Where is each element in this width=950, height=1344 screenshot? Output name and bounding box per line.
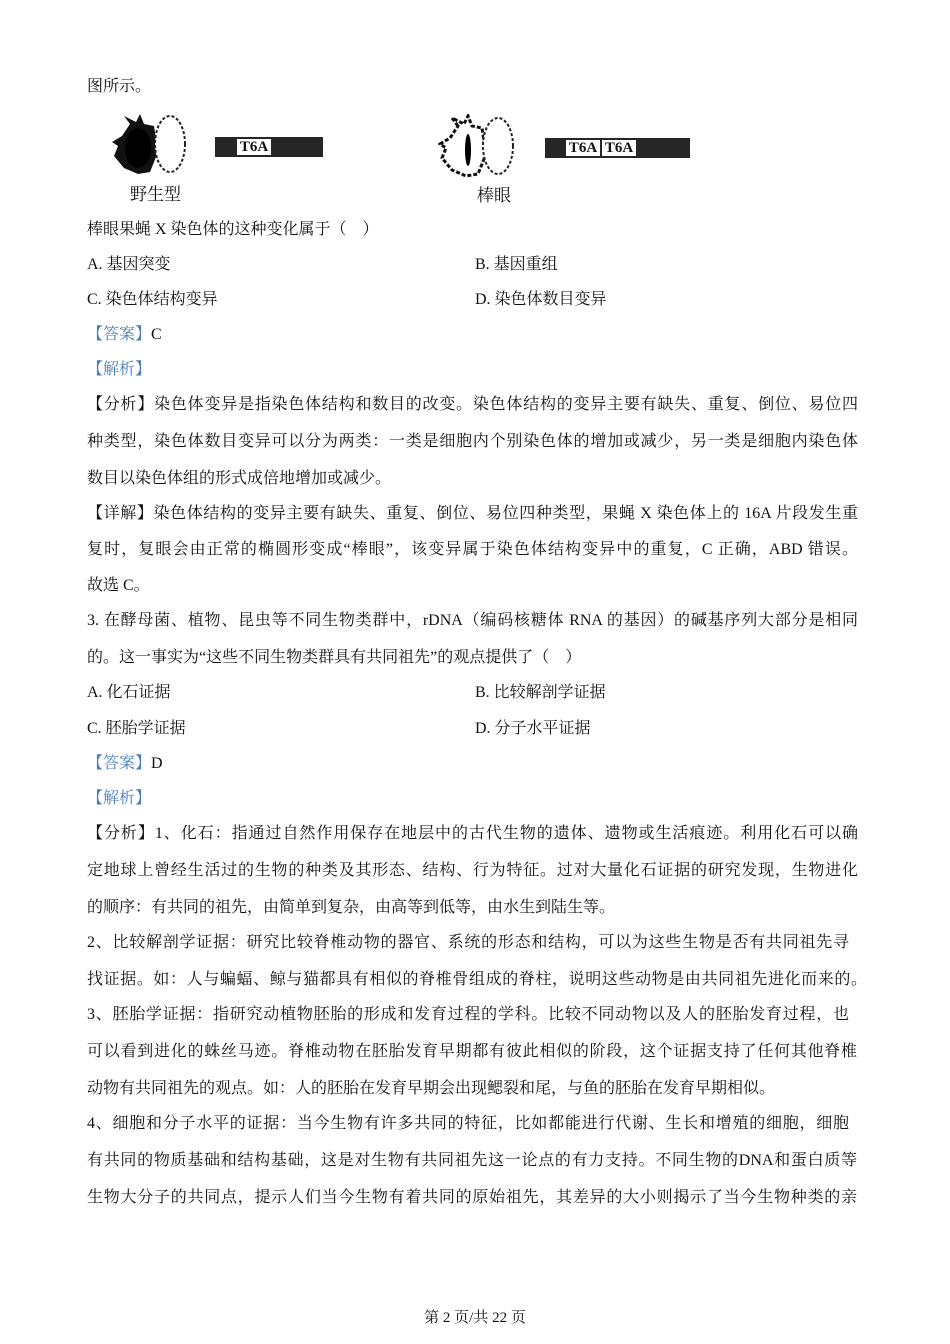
answer-line xyxy=(87,754,163,774)
explanation-line: 可以看到进化的蛛丝马迹。脊椎动物在胚胎发育早期都有彼此相似的阶段，这个证据支持了任何其他脊椎 xyxy=(87,1043,857,1060)
page-footer: 第 2 页/共 22 页 xyxy=(424,1310,526,1326)
explanation-line: 的顺序：有共同的祖先，由简单到复杂，由高等到低等，由水生到陆生等。 xyxy=(87,899,616,916)
explanation-line: 动物有共同祖先的观点。如：人的胚胎在发育早期会出现鳃裂和尾，与鱼的胚胎在发育早期相似。 xyxy=(87,1080,776,1097)
option-d: D. 分子水平证据 xyxy=(475,720,591,737)
explanation-line: 有共同的物质基础和结构基础，这是对生物有共同祖先这一论点的有力支持。不同生物的DNA和蛋白质等 xyxy=(87,1152,857,1169)
explanation-line: 种类型，染色体数目变异可以分为两类：一类是细胞内个别染色体的增加或减少，另一类是细胞内染色体 xyxy=(87,433,858,450)
wild-type-label: 野生型 xyxy=(130,185,181,205)
option-c: C. 胚胎学证据 xyxy=(87,720,186,737)
question-3-stem: 的。这一事实为“这些不同生物类群具有共同祖先”的观点提供了（ ） xyxy=(87,649,582,666)
option-a: A. 基因突变 xyxy=(87,256,171,273)
option-b: B. 比较解剖学证据 xyxy=(475,684,606,701)
answer-tag: 【答案】 xyxy=(87,326,152,343)
explanation-line: 复时，复眼会由正常的椭圆形变成“棒眼”，该变异属于染色体结构变异中的重复，C 正确，ABD 错误。 xyxy=(87,541,858,558)
option-a: A. 化石证据 xyxy=(87,684,171,701)
question-3-stem: 3. 在酵母菌、植物、昆虫等不同生物类群中，rDNA（编码核糖体 RNA 的基因）的碱基序列大部分是相同 xyxy=(87,612,858,629)
intro-text: 图所示。 xyxy=(87,78,152,95)
bar-eye-image xyxy=(438,114,520,180)
option-c: C. 染色体结构变异 xyxy=(87,291,218,308)
answer-line xyxy=(87,325,162,345)
option-d: D. 染色体数目变异 xyxy=(475,291,607,308)
bar-eye-label: 棒眼 xyxy=(477,186,511,206)
explanation-line: 3、胚胎学证据：指研究动植物胚胎的形成和发育过程的学科。比较不同动物以及人的胚胎发育过程，也 xyxy=(87,1006,849,1023)
option-b: B. 基因重组 xyxy=(475,256,558,273)
explanation-line: 生物大分子的共同点，提示人们当今生物有着共同的原始祖先，其差异的大小则揭示了当今生物种类的亲 xyxy=(87,1189,857,1206)
question-2-stem: 棒眼果蝇 X 染色体的这种变化属于（ ） xyxy=(87,221,379,238)
explanation-line: 故选 C。 xyxy=(87,577,150,594)
explanation-line: 【分析】染色体变异是指染色体结构和数目的改变。染色体结构的变异主要有缺失、重复、倒位、易位四 xyxy=(87,396,858,413)
answer-value: D xyxy=(151,755,163,772)
explanation-line: 4、细胞和分子水平的证据：当今生物有许多共同的特征，比如都能进行代谢、生长和增殖的细胞，细胞 xyxy=(87,1115,849,1132)
explanation-line: 【分析】1、化石：指通过自然作用保存在地层中的古代生物的遗体、遗物或生活痕迹。利用化石可以确 xyxy=(87,825,858,842)
segment-label: T6A xyxy=(566,140,600,156)
analysis-tag: 【解析】 xyxy=(87,361,152,378)
answer-value: C xyxy=(151,326,162,343)
wild-type-chromosome-bar xyxy=(215,137,323,157)
explanation-line: 2、比较解剖学证据：研究比较脊椎动物的器官、系统的形态和结构，可以为这些生物是否有共同祖先寻 xyxy=(87,934,849,951)
explanation-line: 数目以染色体组的形式成倍地增加或减少。 xyxy=(87,470,392,487)
segment-label: T6A xyxy=(237,139,271,155)
explanation-line: 【详解】染色体结构的变异主要有缺失、重复、倒位、易位四种类型，果蝇 X 染色体上的 16A 片段发生重 xyxy=(87,505,858,522)
segment-label: T6A xyxy=(602,140,636,156)
explanation-line: 定地球上曾经生活过的生物的种类及其形态、结构、行为特征。过对大量化石证据的研究发现，生物进化 xyxy=(87,862,858,879)
wild-type-eye-image xyxy=(110,112,190,180)
bar-eye-chromosome-bar xyxy=(545,138,690,158)
explanation-line: 找证据。如：人与蝙蝠、鲸与猫都具有相似的脊椎骨组成的脊柱，说明这些动物是由共同祖先进化而来的。 xyxy=(87,971,867,988)
analysis-tag: 【解析】 xyxy=(87,790,152,807)
answer-tag: 【答案】 xyxy=(87,755,152,772)
